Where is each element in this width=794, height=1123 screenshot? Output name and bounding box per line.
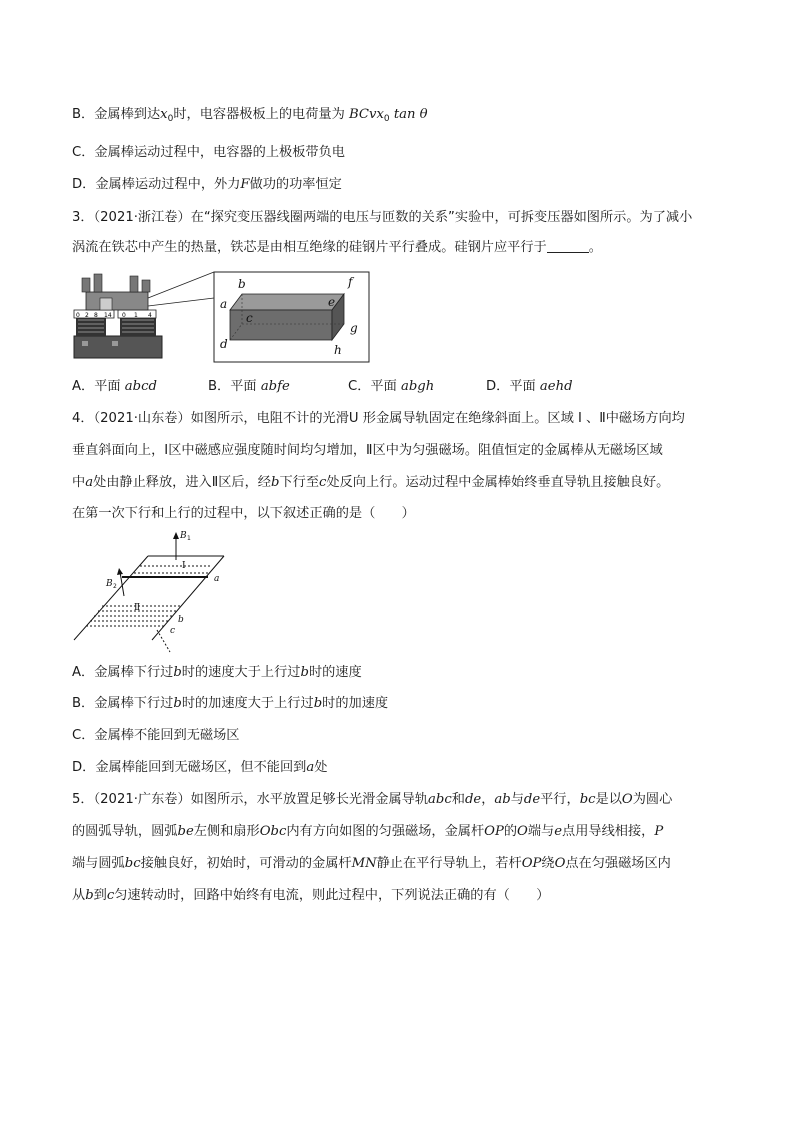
- svg-text:B: B: [180, 531, 187, 541]
- q3-stem-line1: 3．（2021·浙江卷）在“探究变压器线圈两端的电压与匝数的关系”实验中，可拆变压器如图所示。为了减小: [72, 210, 693, 225]
- corner-b: b: [238, 277, 246, 291]
- svg-text:B: B: [106, 579, 113, 589]
- corner-f: f: [348, 275, 353, 289]
- q4-stem-line4: 在第一次下行和上行的过程中，以下叙述正确的是（ ）: [72, 506, 415, 521]
- rail-right: [152, 556, 224, 640]
- rail-left: [74, 556, 148, 640]
- svg-text:2: 2: [113, 583, 117, 590]
- q3-option-c[interactable]: C．平面 abgh: [348, 379, 435, 394]
- q5-stem-line2: 的圆弧导轨，圆弧be左侧和扇形Obc内有方向如图的匀强磁场，金属杆OP的O端与e点用导线相接，P: [72, 824, 664, 839]
- point-c: c: [170, 626, 176, 636]
- q5-stem-line4: 从b到c匀速转动时，回路中始终有电流，则此过程中，下列说法正确的有（ ）: [72, 888, 550, 903]
- q2-option-b[interactable]: B．金属棒到达$x_0$时，电容器极板上的电荷量为 BCvx$_0$ tan θ: [72, 107, 428, 124]
- point-a: a: [214, 574, 220, 584]
- q3-option-b[interactable]: B．平面 abfe: [208, 379, 290, 394]
- region-2-label: Ⅱ: [134, 603, 141, 613]
- q5-stem-line1: 5．（2021·广东卷）如图所示，水平放置足够长光滑金属导轨abc和de，ab与de平行，bc是以O为圆心: [72, 792, 673, 807]
- iron-core-yoke: [86, 292, 148, 310]
- q4-stem-line3: 中a处由静止释放，进入Ⅱ区后，经b下行至c处反向上行。运动过程中金属棒始终垂直导轨且接触良好。: [72, 475, 670, 490]
- point-b: b: [178, 615, 184, 625]
- svg-text:0: 0: [76, 312, 80, 319]
- answer-blank[interactable]: [547, 240, 589, 253]
- svg-text:0: 0: [122, 312, 126, 319]
- q4-option-c[interactable]: C．金属棒不能回到无磁场区: [72, 728, 240, 743]
- coil-left: [76, 316, 106, 336]
- svg-text:1: 1: [187, 535, 191, 542]
- corner-a: a: [220, 297, 228, 311]
- q4-stem-line2: 垂直斜面向上，Ⅰ区中磁感应强度随时间均匀增加，Ⅱ区中为匀强磁场。阻值恒定的金属棒从无磁场区域: [72, 443, 663, 458]
- coil-right: [120, 316, 156, 336]
- q2-option-d[interactable]: D．金属棒运动过程中，外力F做功的功率恒定: [72, 177, 342, 192]
- region-1-label: Ⅰ: [182, 561, 186, 571]
- corner-c: c: [246, 311, 253, 325]
- transformer-base: [74, 336, 162, 358]
- q5-stem-line3: 端与圆弧bc接触良好，初始时，可滑动的金属杆MN静止在平行导轨上，若杆OP绕O点在匀强磁场区内: [72, 856, 671, 871]
- transformer-figure: [72, 268, 372, 368]
- corner-d: d: [220, 337, 228, 351]
- q4-option-a[interactable]: A．金属棒下行过b时的速度大于上行过b时的速度: [72, 665, 362, 680]
- q2-option-c[interactable]: C．金属棒运动过程中，电容器的上极板带负电: [72, 145, 345, 160]
- corner-e: e: [328, 295, 336, 309]
- incline-rail-figure: [72, 530, 232, 650]
- q3-option-d[interactable]: D．平面 aehd: [486, 379, 573, 394]
- svg-text:4: 4: [148, 312, 152, 319]
- q4-stem-line1: 4．（2021·山东卷）如图所示，电阻不计的光滑U 形金属导轨固定在绝缘斜面上。区域 Ⅰ 、Ⅱ中磁场方向均: [72, 411, 685, 426]
- svg-text:1: 1: [134, 312, 138, 319]
- q3-stem-line2: 涡流在铁芯中产生的热量，铁芯是由相互绝缘的硅钢片平行叠成。硅钢片应平行于 。: [72, 240, 602, 255]
- svg-text:2: 2: [85, 312, 89, 319]
- svg-text:14: 14: [104, 312, 112, 319]
- q4-option-b[interactable]: B．金属棒下行过b时的加速度大于上行过b时的加速度: [72, 696, 389, 711]
- q4-option-d[interactable]: D．金属棒能回到无磁场区，但不能回到a处: [72, 760, 328, 775]
- q3-option-a[interactable]: A．平面 abcd: [72, 379, 157, 394]
- svg-text:8: 8: [94, 312, 98, 319]
- corner-g: g: [350, 321, 358, 335]
- corner-h: h: [334, 343, 342, 357]
